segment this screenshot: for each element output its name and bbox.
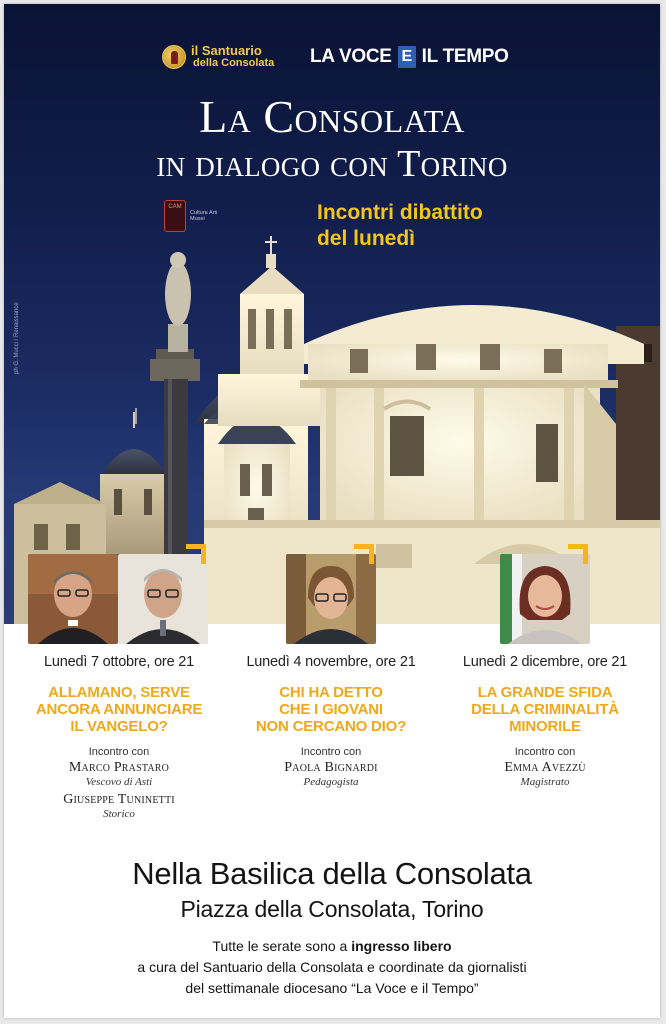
speaker-name: Giuseppe Tuninetti — [63, 792, 175, 807]
speaker-role: Pedagogista — [303, 776, 359, 788]
voce-logo-right: IL TEMPO — [421, 46, 509, 67]
event-title-line: CHE I GIOVANI — [279, 701, 383, 718]
event-title-line: LA GRANDE SFIDA — [477, 684, 613, 701]
event-title-line: NON CERCANO DIO? — [255, 718, 407, 735]
event-2 — [226, 654, 436, 792]
speaker-role: Storico — [103, 808, 135, 820]
cam-logo-text: Cultura Arti Musei — [190, 210, 218, 222]
speaker-name: Marco Prastaro — [68, 760, 170, 775]
event-date: Lunedì 2 dicembre, ore 21 — [462, 654, 628, 670]
event-title-line: ALLAMANO, SERVE — [48, 684, 190, 701]
accent-corner-1 — [186, 544, 206, 564]
event-title — [14, 684, 224, 735]
venue-address: Piazza della Consolata, Torino — [180, 896, 484, 922]
speaker-role: Magistrato — [520, 776, 570, 788]
photo-credit: ph G. Mucci / Renaissance — [14, 302, 20, 374]
accent-corner-3 — [568, 544, 588, 564]
event-title-line: ANCORA ANNUNCIARE — [35, 701, 203, 718]
event-1 — [14, 654, 224, 824]
santuario-logo — [162, 40, 274, 74]
event-title — [226, 684, 436, 735]
subtitle-line1: Incontri dibattito — [317, 201, 483, 224]
info-free-entry: ingresso libero — [351, 938, 452, 954]
portrait-emma-avezzu — [500, 554, 590, 644]
info-line2: a cura del Santuario della Consolata e coordinate da giornalisti — [137, 959, 527, 975]
event-title-line: CHI HA DETTO — [279, 684, 383, 701]
poster-title-line1: La Consolata — [199, 91, 465, 142]
info-line1-text: Tutte le serate sono a — [212, 938, 352, 954]
speaker-name: Emma Avezzù — [504, 760, 586, 775]
event-poster — [4, 4, 660, 1018]
speaker-name: Paola Bignardi — [284, 760, 378, 775]
voce-logo-left: LA VOCE — [310, 46, 392, 67]
event-title-line: MINORILE — [509, 718, 581, 735]
info-line3: del settimanale diocesano “La Voce e il Tempo” — [185, 980, 479, 996]
portrait-marco-prastaro — [28, 554, 118, 644]
subtitle-line2: del lunedì — [317, 227, 416, 250]
info-text — [4, 936, 660, 999]
event-intro: Incontro con — [300, 746, 362, 758]
event-title-line: IL VANGELO? — [70, 718, 168, 735]
event-date: Lunedì 7 ottobre, ore 21 — [44, 654, 194, 670]
info-line1 — [4, 936, 660, 957]
venue-name: Nella Basilica della Consolata — [132, 856, 532, 891]
portrait-paola-bignardi — [286, 554, 376, 644]
event-3 — [440, 654, 650, 792]
cam-logo — [164, 200, 220, 232]
cam-badge: CAM — [164, 200, 186, 232]
event-intro: Incontro con — [88, 746, 150, 758]
portrait-giuseppe-tuninetti — [118, 554, 208, 644]
santuario-logo-line2: della Consolata — [193, 57, 275, 69]
speaker-role: Vescovo di Asti — [85, 776, 153, 788]
event-title — [440, 684, 650, 735]
night-photo-area — [4, 4, 660, 624]
poster-title-line2: in dialogo con Torino — [156, 143, 508, 185]
voce-logo-mark: E — [398, 46, 416, 68]
event-title-line: DELLA CRIMINALITÀ — [471, 701, 619, 718]
poster-subtitle — [317, 200, 483, 252]
voce-tempo-logo — [310, 44, 509, 70]
event-date: Lunedì 4 novembre, ore 21 — [246, 654, 416, 670]
accent-corner-2 — [354, 544, 374, 564]
event-intro: Incontro con — [514, 746, 576, 758]
santuario-logo-line1: il Santuario — [191, 43, 262, 58]
santuario-seal-icon — [162, 45, 186, 69]
